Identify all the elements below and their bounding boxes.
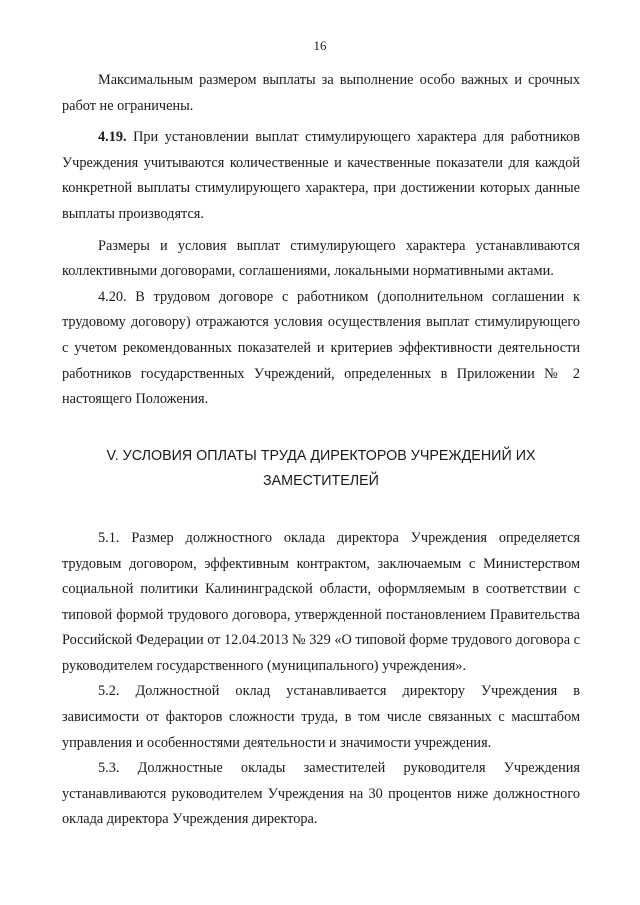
page-number: 16 (313, 38, 327, 53)
clause-number-4-19: 4.19. (98, 129, 127, 146)
paragraph-5-2: 5.2. Должностной оклад устанавливается директору Учреждения в зависимости от факторов сложности труда, в том числе связанных с масштабом управления и особенностями деятельности и значимости учреждения. (62, 683, 580, 751)
paragraph-incentive-conditions: Размеры и условия выплат стимулирующего характера устанавливаются коллективными договорами, соглашениями, локальными нормативными актами. (62, 237, 580, 280)
paragraph-4-19 (62, 125, 580, 227)
section-heading-line-1: V. УСЛОВИЯ ОПЛАТЫ ТРУДА ДИРЕКТОРОВ УЧРЕЖДЕНИЙ ИХ (106, 447, 536, 464)
paragraph-4-20: 4.20. В трудовом договоре с работником (дополнительном соглашении к трудовому договору) отражаются условия осуществления выплат стимулирующего с учетом рекомендованных показателей и критериев эффективности деятельности работников государственных Учреждений, определенных в Приложении № 2 настоящего Положения. (62, 288, 580, 408)
clause-text-4-19: При установлении выплат стимулирующего характера для работников Учреждения учитываются количественные и качественные показатели для каждой конкретной выплаты стимулирующего характера, при достижении которых данные выплаты производятся. (62, 129, 580, 222)
paragraph-5-3: 5.3. Должностные оклады заместителей руководителя Учреждения устанавливаются руководителем Учреждения на 30 процентов ниже должностного оклада директора Учреждения директора. (62, 760, 580, 828)
paragraph-max-payment: Максимальным размером выплаты за выполнение особо важных и срочных работ не ограничены. (62, 72, 580, 114)
document-body (62, 68, 580, 833)
paragraph-5-1: 5.1. Размер должностного оклада директора Учреждения определяется трудовым договором, эффективным контрактом, заключаемым с Министерством социальной политики Калининградской области, оформляемым в соответствии с типовой формой трудового договора, утвержденной постановлением Правительства Российской Федерации от 12.04.2013 № 329 «О типовой форме трудового договора с руководителем государственного (муниципального) учреждения». (62, 529, 580, 674)
section-heading-line-2: ЗАМЕСТИТЕЛЕЙ (263, 473, 379, 490)
